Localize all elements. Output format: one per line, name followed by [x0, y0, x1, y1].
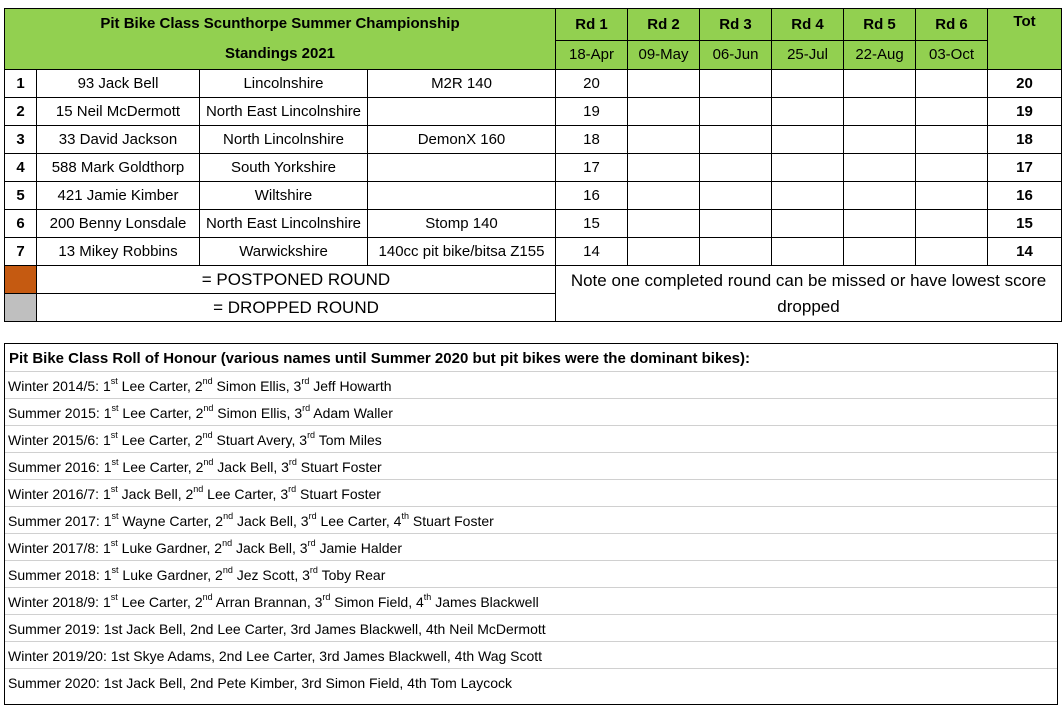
place-name: Lee Carter — [121, 594, 188, 610]
place-number: 3 — [299, 432, 308, 448]
total-cell: 16 — [988, 182, 1062, 210]
honour-row — [5, 642, 1057, 669]
round-score-cell — [628, 126, 700, 154]
total-cell: 15 — [988, 210, 1062, 238]
place-suffix: nd — [202, 430, 213, 440]
position-cell: 2 — [5, 98, 37, 126]
round-score-cell — [628, 154, 700, 182]
honour-season: Summer 2018: — [8, 567, 100, 583]
round-score-cell — [844, 182, 916, 210]
dropped-round-note: Note one completed round can be missed or have lowest score dropped — [556, 266, 1062, 322]
honour-row: Summer 2015: 1st Lee Carter, 2nd Simon Ellis, 3rd Adam Waller — [5, 399, 1057, 426]
honour-row: Summer 2016: 1st Lee Carter, 2nd Jack Bell, 3rd Stuart Foster — [5, 453, 1057, 480]
honour-row — [5, 615, 1057, 642]
place-number: 3 — [293, 378, 302, 394]
round-score-cell: 18 — [556, 126, 628, 154]
round-score-cell — [772, 70, 844, 98]
round-score-cell: 20 — [556, 70, 628, 98]
position-cell: 3 — [5, 126, 37, 154]
round-score-cell — [844, 126, 916, 154]
place-number: 2 — [215, 513, 224, 529]
honour-row: Summer 2017: 1st Wayne Carter, 2nd Jack Bell, 3rd Lee Carter, 4th Stuart Foster — [5, 507, 1057, 534]
place-number: 4 — [393, 513, 402, 529]
place-suffix: st — [110, 592, 118, 602]
place-name: Adam Waller — [313, 405, 393, 421]
position-cell: 6 — [5, 210, 37, 238]
total-cell: 18 — [988, 126, 1062, 154]
round-score-cell — [628, 238, 700, 266]
round-score-cell — [700, 98, 772, 126]
honour-season: Winter 2014/5: — [8, 378, 100, 394]
place-number: 1 — [102, 540, 111, 556]
honour-row-text: Summer 2019: 1st Jack Bell, 2nd Lee Carter, 3rd James Blackwell, 4th Neil McDermott — [8, 621, 546, 637]
region-cell: South Yorkshire — [200, 154, 368, 182]
bike-cell — [368, 154, 556, 182]
place-name: Wayne Carter — [122, 513, 208, 529]
total-header: Tot — [988, 9, 1062, 70]
place-number: 1 — [102, 432, 111, 448]
region-cell: North East Lincolnshire — [200, 210, 368, 238]
rider-cell: 15 Neil McDermott — [37, 98, 200, 126]
roll-of-honour-title: Pit Bike Class Roll of Honour (various names until Summer 2020 but pit bikes were the dominant bikes): — [5, 344, 1057, 372]
postponed-legend: = POSTPONED ROUND — [37, 266, 556, 294]
region-cell: North Lincolnshire — [200, 126, 368, 154]
place-suffix: st — [110, 484, 118, 494]
place-number: 2 — [194, 378, 203, 394]
round-score-cell — [700, 154, 772, 182]
round-score-cell — [700, 182, 772, 210]
bike-cell: DemonX 160 — [368, 126, 556, 154]
round-score-cell — [772, 182, 844, 210]
rider-cell: 200 Benny Lonsdale — [37, 210, 200, 238]
place-name: Jack Bell — [235, 540, 293, 556]
bike-cell: Stomp 140 — [368, 210, 556, 238]
round-score-cell: 14 — [556, 238, 628, 266]
round-score-cell — [700, 126, 772, 154]
place-suffix: st — [111, 457, 119, 467]
rider-cell: 421 Jamie Kimber — [37, 182, 200, 210]
place-number: 3 — [299, 540, 308, 556]
place-number: 2 — [194, 432, 203, 448]
honour-row: Winter 2016/7: 1st Jack Bell, 2nd Lee Carter, 3rd Stuart Foster — [5, 480, 1057, 507]
round-date: 25-Jul — [772, 40, 844, 69]
place-name: Luke Gardner — [122, 567, 208, 583]
round-score-cell: 17 — [556, 154, 628, 182]
round-score-cell — [916, 70, 988, 98]
round-date: 18-Apr — [556, 40, 628, 69]
place-name: Toby Rear — [321, 567, 386, 583]
place-number: 2 — [215, 567, 223, 583]
round-date: 06-Jun — [700, 40, 772, 69]
place-number: 1 — [103, 513, 112, 529]
honour-row-text: Summer 2020: 1st Jack Bell, 2nd Pete Kimber, 3rd Simon Field, 4th Tom Laycock — [8, 675, 512, 691]
position-cell: 5 — [5, 182, 37, 210]
standings-row — [5, 154, 1062, 182]
place-name: Tom Miles — [318, 432, 382, 448]
round-score-cell — [844, 70, 916, 98]
place-name: Luke Gardner — [121, 540, 207, 556]
honour-season: Summer 2017: — [8, 513, 100, 529]
place-name: Jeff Howarth — [313, 378, 392, 394]
place-number: 4 — [416, 594, 424, 610]
place-suffix: st — [111, 403, 119, 413]
round-date: 22-Aug — [844, 40, 916, 69]
place-name: Lee Carter — [122, 405, 188, 421]
round-score-cell — [844, 210, 916, 238]
bike-cell — [368, 182, 556, 210]
honour-row — [5, 669, 1057, 696]
place-suffix: nd — [193, 484, 204, 494]
dropped-legend: = DROPPED ROUND — [37, 294, 556, 322]
place-suffix: nd — [203, 457, 214, 467]
round-date: 03-Oct — [916, 40, 988, 69]
honour-row: Winter 2014/5: 1st Lee Carter, 2nd Simon Ellis, 3rd Jeff Howarth — [5, 372, 1057, 399]
place-name: Jez Scott — [236, 567, 295, 583]
rider-cell: 588 Mark Goldthorp — [37, 154, 200, 182]
place-number: 3 — [302, 567, 310, 583]
honour-season: Summer 2015: — [8, 405, 100, 421]
region-cell: Lincolnshire — [200, 70, 368, 98]
place-suffix: st — [110, 430, 118, 440]
place-suffix: rd — [301, 376, 310, 386]
round-score-cell — [916, 210, 988, 238]
place-name: Stuart Avery — [216, 432, 292, 448]
round-score-cell — [772, 210, 844, 238]
round-score-cell — [916, 182, 988, 210]
place-name: Stuart Foster — [300, 459, 382, 475]
total-cell: 17 — [988, 154, 1062, 182]
total-cell: 19 — [988, 98, 1062, 126]
standings-row — [5, 70, 1062, 98]
place-suffix: nd — [202, 592, 213, 602]
honour-row-text: Winter 2019/20: 1st Skye Adams, 2nd Lee Carter, 3rd James Blackwell, 4th Wag Scott — [8, 648, 543, 664]
bike-cell: 140cc pit bike/bitsa Z155 — [368, 238, 556, 266]
place-name: Stuart Foster — [300, 486, 381, 502]
round-header: Rd 2 — [628, 9, 700, 41]
region-cell: Wiltshire — [200, 182, 368, 210]
dropped-swatch — [5, 294, 37, 322]
honour-row: Winter 2018/9: 1st Lee Carter, 2nd Arran Brannan, 3rd Simon Field, 4th James Blackwell — [5, 588, 1057, 615]
place-name: Simon Field — [334, 594, 409, 610]
place-name: Lee Carter — [207, 486, 273, 502]
place-name: Jack Bell — [217, 459, 274, 475]
place-name: Stuart Foster — [412, 513, 494, 529]
round-score-cell — [628, 98, 700, 126]
standings-row — [5, 126, 1062, 154]
place-suffix: nd — [202, 376, 213, 386]
round-score-cell — [628, 182, 700, 210]
standings-row — [5, 210, 1062, 238]
place-name: Simon Ellis — [216, 378, 286, 394]
bike-cell: M2R 140 — [368, 70, 556, 98]
place-suffix: th — [401, 511, 409, 521]
place-number: 3 — [281, 459, 289, 475]
place-name: Arran Brannan — [215, 594, 307, 610]
place-suffix: st — [111, 511, 119, 521]
round-score-cell — [844, 238, 916, 266]
round-score-cell — [772, 154, 844, 182]
round-score-cell — [700, 210, 772, 238]
place-suffix: nd — [203, 403, 214, 413]
honour-season: Winter 2016/7: — [8, 486, 100, 502]
place-name: Lee Carter — [320, 513, 386, 529]
place-name: Simon Ellis — [217, 405, 287, 421]
round-score-cell — [772, 98, 844, 126]
honour-row: Winter 2017/8: 1st Luke Gardner, 2nd Jack Bell, 3rd Jamie Halder — [5, 534, 1057, 561]
place-number: 1 — [102, 486, 111, 502]
standings-row — [5, 182, 1062, 210]
place-suffix: rd — [307, 430, 316, 440]
bike-cell — [368, 98, 556, 126]
place-suffix: st — [110, 538, 118, 548]
standings-row — [5, 238, 1062, 266]
round-score-cell — [628, 210, 700, 238]
place-suffix: rd — [322, 592, 331, 602]
place-number: 3 — [280, 486, 289, 502]
round-score-cell — [700, 70, 772, 98]
place-suffix: nd — [223, 511, 234, 521]
round-header: Rd 6 — [916, 9, 988, 41]
place-name: Lee Carter — [121, 432, 188, 448]
roll-of-honour-list — [5, 372, 1057, 696]
place-suffix: st — [110, 376, 118, 386]
place-suffix: nd — [222, 538, 233, 548]
standings-table — [4, 8, 1062, 322]
total-cell: 14 — [988, 238, 1062, 266]
place-suffix: rd — [302, 403, 311, 413]
postponed-swatch — [5, 266, 37, 294]
place-number: 2 — [214, 540, 223, 556]
place-name: Lee Carter — [122, 459, 188, 475]
region-cell: Warwickshire — [200, 238, 368, 266]
round-header: Rd 5 — [844, 9, 916, 41]
position-cell: 4 — [5, 154, 37, 182]
place-name: Jack Bell — [121, 486, 178, 502]
round-score-cell — [916, 238, 988, 266]
place-suffix: rd — [288, 484, 297, 494]
place-number: 1 — [102, 594, 111, 610]
honour-season: Winter 2017/8: — [8, 540, 100, 556]
place-name: Jamie Halder — [319, 540, 402, 556]
honour-season: Winter 2015/6: — [8, 432, 100, 448]
round-header: Rd 4 — [772, 9, 844, 41]
championship-title — [5, 9, 556, 70]
place-name: Jack Bell — [236, 513, 294, 529]
rider-cell: 13 Mikey Robbins — [37, 238, 200, 266]
place-suffix: rd — [309, 565, 318, 575]
place-name: Lee Carter — [121, 378, 188, 394]
title-line-2: Standings 2021 — [224, 45, 336, 62]
round-score-cell — [772, 238, 844, 266]
place-number: 2 — [195, 459, 204, 475]
round-score-cell: 16 — [556, 182, 628, 210]
standings-row — [5, 98, 1062, 126]
place-suffix: st — [111, 565, 119, 575]
round-score-cell: 19 — [556, 98, 628, 126]
round-score-cell — [628, 70, 700, 98]
round-score-cell — [700, 238, 772, 266]
place-number: 3 — [294, 405, 303, 421]
place-number: 3 — [300, 513, 309, 529]
place-number: 2 — [185, 486, 194, 502]
place-number: 2 — [194, 594, 203, 610]
round-header: Rd 1 — [556, 9, 628, 41]
place-number: 1 — [103, 567, 112, 583]
round-score-cell — [916, 154, 988, 182]
rider-cell: 33 David Jackson — [37, 126, 200, 154]
total-cell: 20 — [988, 70, 1062, 98]
round-score-cell — [844, 154, 916, 182]
position-cell: 1 — [5, 70, 37, 98]
place-suffix: nd — [222, 565, 233, 575]
position-cell: 7 — [5, 238, 37, 266]
place-number: 3 — [314, 594, 323, 610]
round-score-cell — [916, 98, 988, 126]
rider-cell: 93 Jack Bell — [37, 70, 200, 98]
place-number: 1 — [103, 405, 112, 421]
place-suffix: th — [423, 592, 432, 602]
place-number: 1 — [103, 459, 112, 475]
honour-season: Winter 2018/9: — [8, 594, 100, 610]
round-score-cell — [772, 126, 844, 154]
title-line-1: Pit Bike Class Scunthorpe Summer Championship — [100, 15, 460, 32]
honour-season: Summer 2016: — [8, 459, 100, 475]
place-name: James Blackwell — [435, 594, 539, 610]
round-score-cell: 15 — [556, 210, 628, 238]
place-suffix: rd — [307, 538, 316, 548]
roll-of-honour — [4, 343, 1058, 705]
round-header: Rd 3 — [700, 9, 772, 41]
place-suffix: rd — [308, 511, 317, 521]
place-number: 2 — [195, 405, 204, 421]
place-suffix: rd — [288, 457, 297, 467]
region-cell: North East Lincolnshire — [200, 98, 368, 126]
honour-row: Winter 2015/6: 1st Lee Carter, 2nd Stuart Avery, 3rd Tom Miles — [5, 426, 1057, 453]
round-date: 09-May — [628, 40, 700, 69]
place-number: 1 — [102, 378, 111, 394]
round-score-cell — [916, 126, 988, 154]
honour-row: Summer 2018: 1st Luke Gardner, 2nd Jez Scott, 3rd Toby Rear — [5, 561, 1057, 588]
round-score-cell — [844, 98, 916, 126]
